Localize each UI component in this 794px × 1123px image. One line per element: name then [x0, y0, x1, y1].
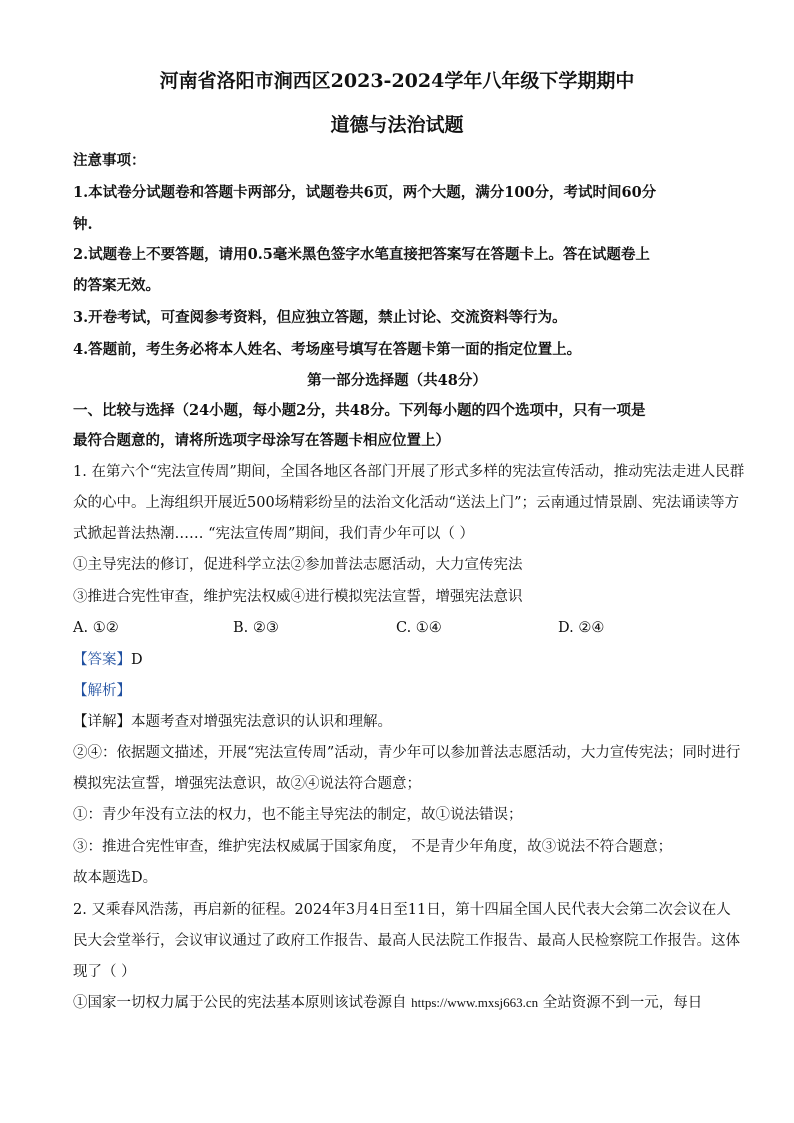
q1-stem-line3: 式掀起普法热潮…… “宪法宣传周”期间，我们青少年可以（ ） — [73, 526, 475, 542]
q1-detail — [73, 714, 392, 731]
notice-heading: 注意事项： — [73, 152, 146, 169]
part1-instructions-cont: 最符合题意的，请将所选项字母涂写在答题卡相应位置上） — [73, 432, 450, 449]
q1-statements-1: ①主导宪法的修订，促进科学立法②参加普法志愿活动，大力宣传宪法 — [73, 557, 523, 573]
notice-item4: 4.答题前，考生务必将本人姓名、考场座号填写在答题卡第一面的指定位置上。 — [73, 341, 582, 358]
q1-option-a: A. ①② — [73, 620, 119, 636]
source-url: https://www.mxsj663.cn — [411, 995, 539, 1010]
q1-option-d: D. ②④ — [558, 620, 605, 636]
notice-item1: 1.本试卷分试题卷和答题卡两部分，试题卷共6页，两个大题，满分100分，考试时间60分 — [73, 184, 657, 201]
notice-item2-cont: 的答案无效。 — [73, 277, 160, 294]
q1-statements-2: ③推进合宪性审查，维护宪法权威④进行模拟宪法宣誓，增强宪法意识 — [73, 589, 523, 605]
q1-explanation-3: ①：青少年没有立法的权力，也不能主导宪法的制定，故①说法错误； — [73, 807, 523, 823]
part1-title: 第一部分选择题（共48分） — [307, 372, 487, 389]
answer-value: D — [131, 652, 143, 668]
q1-option-b: B. ②③ — [233, 620, 279, 636]
answer-tag: 【答案】 — [73, 652, 131, 668]
q2-stem-line2: 民大会堂举行，会议审议通过了政府工作报告、最高人民法院工作报告、最高人民检察院工作报告。这体 — [73, 933, 740, 949]
exam-title-line1: 河南省洛阳市涧西区2023-2024学年八年级下学期期中 — [159, 70, 635, 92]
q2-statement-tail: 全站资源不到一元，每日 — [542, 995, 703, 1011]
q1-explanation-5: 故本题选D。 — [73, 870, 158, 886]
q1-analysis-tag — [73, 683, 131, 700]
q2-statement-text: ①国家一切权力属于公民的宪法基本原则该试卷源自 — [73, 995, 407, 1011]
notice-item3: 3.开卷考试，可查阅参考资料，但应独立答题，禁止讨论、交流资料等行为。 — [73, 309, 567, 326]
q1-explanation-4: ③：推进合宪性审查，维护宪法权威属于国家角度， 不是青少年角度，故③说法不符合题意； — [73, 839, 673, 855]
q1-option-c: C. ①④ — [396, 620, 442, 636]
analysis-tag: 【解析】 — [73, 683, 131, 699]
notice-item2: 2.试题卷上不要答题，请用0.5毫米黑色签字水笔直接把答案写在答题卡上。答在试题卷上 — [73, 246, 650, 263]
q2-stem-line3: 现了（ ） — [73, 964, 136, 980]
q1-stem-line1: 1. 在第六个“宪法宣传周”期间，全国各地区各部门开展了形式多样的宪法宣传活动，推动宪法走进人民群 — [73, 464, 745, 480]
detail-text: 本题考查对增强宪法意识的认识和理解。 — [131, 714, 392, 730]
q1-explanation-1: ②④：依据题文描述，开展“宪法宣传周”活动，青少年可以参加普法志愿活动，大力宣传宪法；同时进行 — [73, 745, 741, 761]
exam-title-line2: 道德与法治试题 — [330, 114, 464, 136]
q1-stem-line2: 众的心中。上海组织开展近500场精彩纷呈的法治文化活动“送法上门”；云南通过情景剧、宪法诵读等方 — [73, 495, 739, 511]
q1-answer — [73, 652, 143, 669]
q2-statement-1 — [73, 995, 702, 1012]
detail-tag: 【详解】 — [73, 714, 131, 730]
part1-instructions: 一、比较与选择（24小题，每小题2分，共48分。下列每小题的四个选项中，只有一项是 — [73, 402, 646, 419]
q2-stem-line1: 2. 又乘春风浩荡，再启新的征程。2024年3月4日至11日，第十四届全国人民代表大会第二次会议在人 — [73, 902, 731, 918]
q1-explanation-2: 模拟宪法宣誓，增强宪法意识，故②④说法符合题意； — [73, 776, 421, 792]
notice-item1-cont: 钟. — [73, 216, 93, 233]
